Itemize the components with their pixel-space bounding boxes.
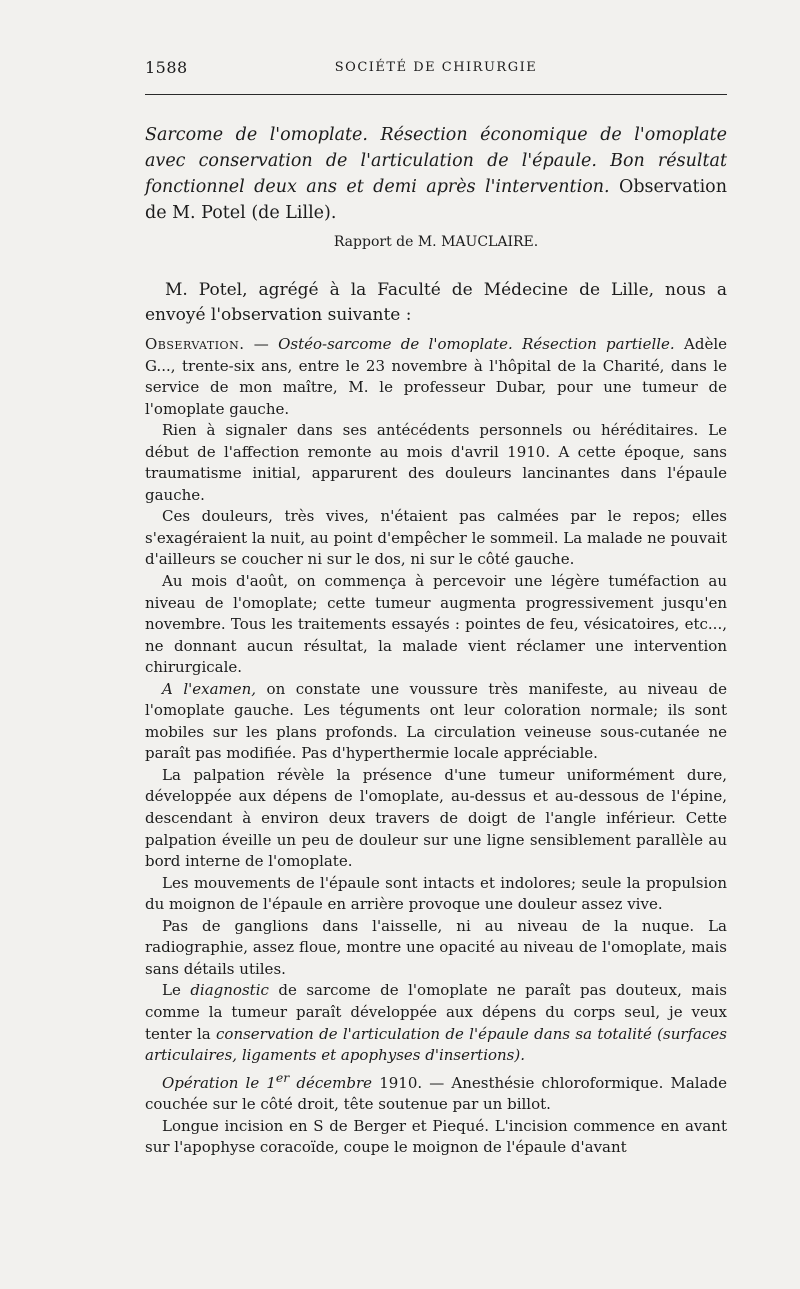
ordinal-superscript: er [275,1069,290,1085]
operation-heading: Opération le 1 [162,1073,276,1092]
paragraph: La palpation révèle la présence d'une tumeur uniformément dure, développée aux dépens de l'omoplate, au-dessus et au-dessous de l'épine, descendant à environ deux travers de doigt de l'angle inférieur. Cette palpation éveille un peu de douleur sur une ligne sensiblement parallèle au bord interne de l'omoplate. [145,765,727,871]
article-title [145,122,727,226]
exam-heading: A l'examen, [162,679,257,698]
diagnosis-term: diagnostic [190,981,269,1000]
paragraph-text: de sarcome de l'omoplate ne paraît pas douteux, mais comme la tumeur paraît développée aux dépens du corps seul, je veux tenter la [145,981,727,1043]
paragraph-text: Le [162,981,191,1000]
paragraph: Ces douleurs, très vives, n'étaient pas calmées par le repos; elles s'exagéraient la nuit, au point d'empêcher le sommeil. La malade ne pouvait d'ailleurs se coucher ni sur le dos, ni sur le côté gauche. [145,507,727,569]
observation-heading: Ostéo-sarcome de l'omoplate. Résection partielle. [278,335,675,353]
paragraph: Rien à signaler dans ses antécédents personnels ou héréditaires. Le début de l'affection remonte au mois d'avril 1910. A cette époque, sans traumatisme initial, apparurent des douleurs lancinantes dans l'épaule gauche. [145,421,727,504]
paragraph [145,980,727,1066]
conservation-phrase: conservation de l'articulation de l'épaule dans sa totalité (surfaces articulaires, ligaments et apophyses d'insertions). [145,1024,728,1065]
paragraph [145,679,727,765]
paragraph: Longue incision en S de Berger et Piequé. L'incision commence en avant sur l'apophyse coracoïde, coupe le moignon de l'épaule d'avant [145,1116,727,1157]
page-header [145,58,727,80]
title-italic: Sarcome de l'omoplate. Résection économique de l'omoplate avec conservation de l'articulation de l'épaule. Bon résultat fonctionnel deux ans et demi après l'intervention. [145,125,727,197]
page-number: 1588 [145,58,188,77]
observation-label: Observation. [145,335,245,353]
paragraph-text: on constate une voussure très manifeste, au niveau de l'omoplate gauche. Les téguments ont leur coloration normale; ils sont mobiles sur les plans profonds. La circulation veineuse sous-cutanée ne paraît pas modifiée. Pas d'hyperthermie locale appréciable. [145,679,727,763]
paragraph [145,1067,727,1116]
paragraph: Au mois d'août, on commença à percevoir une légère tuméfaction au niveau de l'omoplate; cette tumeur augmenta progressivement jusqu'en novembre. Tous les traitements essayés : pointes de feu, vésicatoires, etc..., ne donnant aucun résultat, la malade vient réclamer une intervention chirurgicale. [145,572,727,677]
paragraph-text: 1910. — Anesthésie chloroformique. Malade couchée sur le côté droit, tête soutenue par un billot. [145,1073,727,1114]
paragraph: Pas de ganglions dans l'aisselle, ni au niveau de la nuque. La radiographie, assez floue, montre une opacité au niveau de l'omoplate, mais sans détails utiles. [145,916,727,978]
operation-month: décembre [289,1073,373,1092]
intro-paragraph: M. Potel, agrégé à la Faculté de Médecine de Lille, nous a envoyé l'observation suivante : [145,280,727,325]
observation-paragraph [145,334,727,420]
rapport-line: Rapport de M. MAUCLAIRE. [333,234,539,250]
paragraph: Les mouvements de l'épaule sont intacts et indolores; seule la propulsion du moignon de l'épaule en arrière provoque une douleur assez vive. [145,873,727,914]
observation-dash: — [244,335,279,353]
header-rule [145,94,727,95]
running-title: SOCIÉTÉ DE CHIRURGIE [334,60,538,75]
observation-body [145,334,727,1159]
title-roman: Observation de M. Potel (de Lille). [145,177,727,223]
observation-text: Adèle G..., trente-six ans, entre le 23 novembre à l'hôpital de la Charité, dans le service de mon maître, M. le professeur Dubar, pour une tumeur de l'omoplate gauche. [145,335,727,418]
